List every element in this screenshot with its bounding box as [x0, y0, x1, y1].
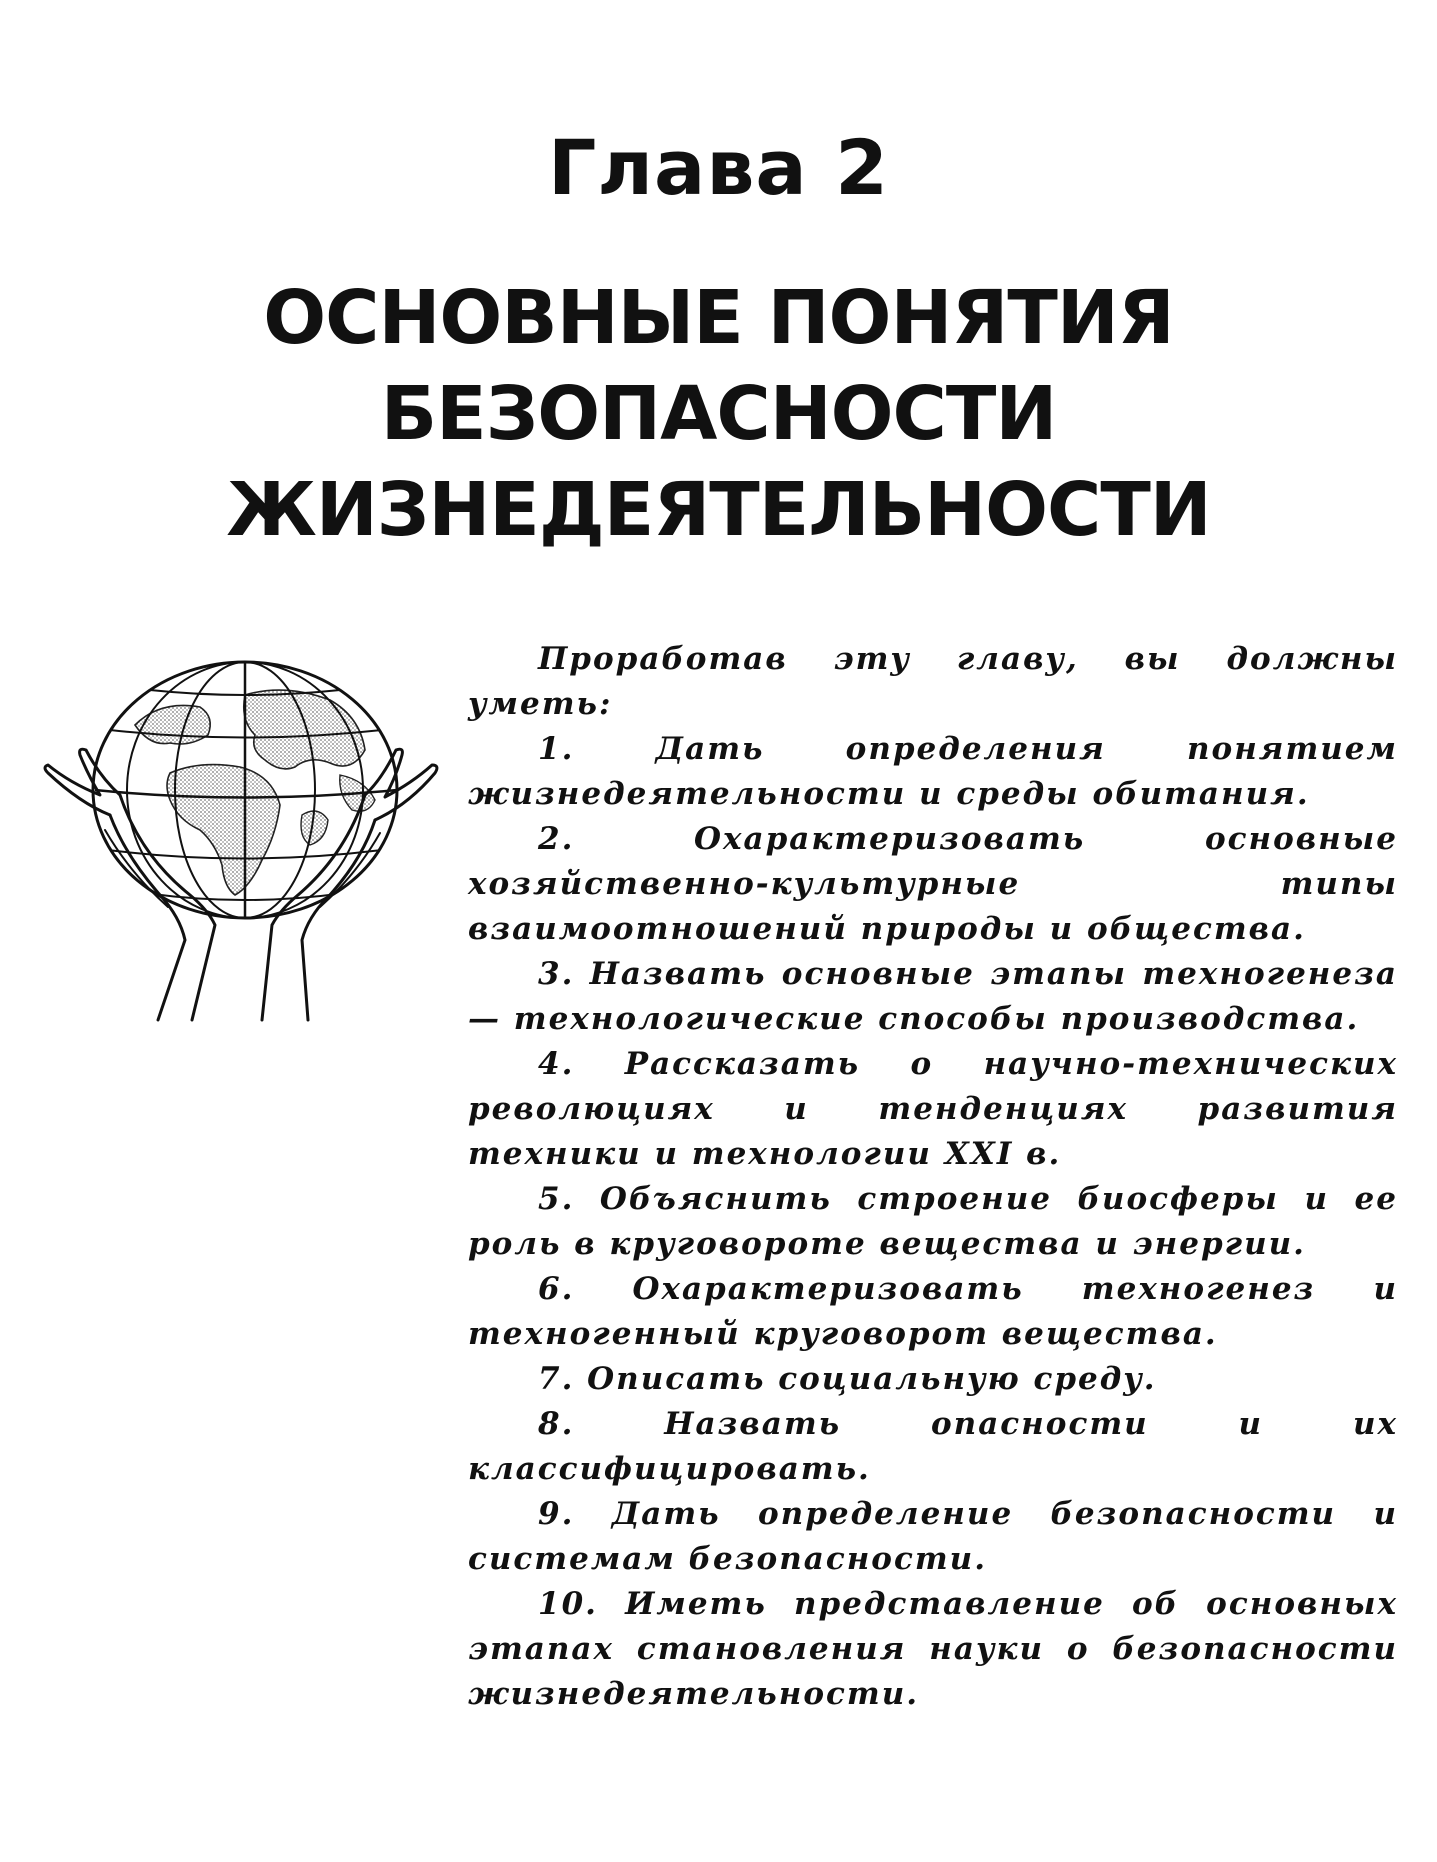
goals-intro: Проработав эту главу, вы должны уметь:: [468, 641, 1398, 722]
goal-item: 4. Рассказать о научно-технических революциях и тенденциях развития техники и технологии XXI в.: [468, 1046, 1398, 1172]
chapter-goals: [468, 637, 1398, 1717]
chapter-title: [0, 270, 1437, 558]
chapter-label: Глава 2: [547, 123, 890, 212]
globe-in-hands-icon: [40, 655, 440, 1025]
chapter-title-line: ЖИЗНЕДЕЯТЕЛЬНОСТИ: [226, 467, 1211, 553]
goal-item: 3. Назвать основные этапы техногенеза — технологические способы производства.: [468, 956, 1398, 1037]
goal-item: 8. Назвать опасности и их классифицировать.: [468, 1406, 1398, 1487]
goal-item: 6. Охарактеризовать техногенез и техногенный круговорот вещества.: [468, 1271, 1398, 1352]
chapter-title-line: ОСНОВНЫЕ ПОНЯТИЯ: [263, 275, 1174, 361]
goal-item: 7. Описать социальную среду.: [538, 1361, 1157, 1397]
chapter-title-line: БЕЗОПАСНОСТИ: [380, 371, 1057, 457]
goal-item: 1. Дать определения понятием жизнедеятельности и среды обитания.: [468, 731, 1398, 812]
goal-item: 9. Дать определение безопасности и системам безопасности.: [468, 1496, 1398, 1577]
goal-item: 10. Иметь представление об основных этапах становления науки о безопасности жизнедеятельности.: [468, 1586, 1398, 1712]
goal-item: 2. Охарактеризовать основные хозяйственно-культурные типы взаимоотношений природы и общества.: [468, 821, 1398, 947]
goal-item: 5. Объяснить строение биосферы и ее роль в круговороте вещества и энергии.: [468, 1181, 1398, 1262]
